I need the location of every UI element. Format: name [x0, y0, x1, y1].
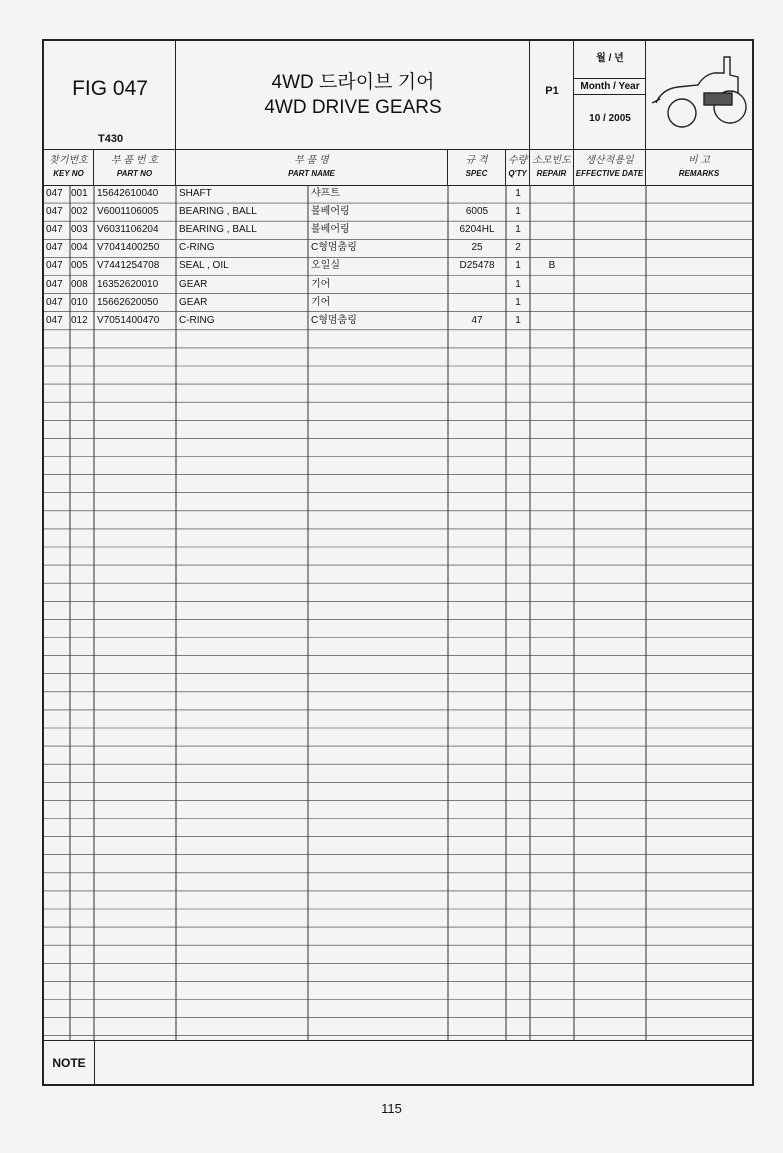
col-effective-date [574, 149, 646, 185]
cell-name-en: SHAFT [179, 188, 212, 199]
cell-fig: 047 [46, 314, 63, 326]
cell-qty: 1 [515, 206, 521, 218]
col-part-name-en: PART NAME [288, 169, 335, 178]
col-eff-ko: 생산적용일 [585, 155, 634, 166]
col-remarks-en: REMARKS [678, 169, 720, 178]
cell-qty: 1 [515, 260, 521, 272]
col-part-no [94, 149, 176, 185]
cell-spec: 6005 [465, 206, 489, 218]
cell-key: 005 [71, 260, 88, 272]
cell-key: 004 [71, 242, 88, 254]
cell-part-no: V7041400250 [97, 242, 160, 254]
cell-fig: 047 [46, 260, 63, 272]
cell-part-no: V6001106005 [97, 206, 159, 218]
col-repair [530, 149, 574, 185]
page-number: 115 [381, 1101, 402, 1116]
cell-name-ko: C형멈춤링 [311, 242, 357, 254]
cell-key: 002 [71, 206, 88, 218]
cell-name-ko: 기어 [311, 296, 331, 308]
col-spec-ko: 규 격 [465, 155, 488, 166]
figure-number: FIG 047 [72, 77, 148, 100]
col-remarks-ko: 비 고 [687, 155, 711, 166]
cell-name-ko: 기어 [311, 278, 331, 290]
col-key-ko: 찾기번호 [49, 155, 88, 166]
cell-qty: 1 [515, 188, 521, 199]
date-cell [574, 41, 646, 149]
cell-name-en: BEARING , BALL [179, 206, 257, 218]
cell-qty: 1 [515, 296, 521, 308]
cell-fig: 047 [46, 278, 63, 290]
cell-key: 001 [71, 188, 88, 199]
title-korean: 4WD 드라이브 기어 [271, 72, 435, 93]
cell-name-en: GEAR [179, 296, 208, 308]
col-key-en: KEY NO [53, 169, 84, 178]
cell-name-ko: 볼베어링 [311, 206, 350, 218]
cell-qty: 1 [515, 224, 521, 236]
title-cell [176, 41, 530, 149]
cell-fig: 047 [46, 188, 63, 199]
cell-spec: D25478 [459, 260, 495, 272]
col-part-no-en: PART NO [116, 169, 153, 178]
cell-qty: 1 [515, 278, 521, 290]
cell-name-ko: C형멈춤링 [311, 314, 357, 326]
tractor-logo [646, 41, 752, 149]
cell-qty: 2 [515, 242, 521, 254]
cell-name-en: BEARING , BALL [179, 224, 257, 236]
col-part-no-ko: 부 품 번 호 [111, 155, 158, 166]
column-header-row [44, 149, 752, 186]
col-qty [506, 149, 530, 185]
note-section [44, 1040, 752, 1085]
cell-spec [448, 185, 506, 203]
cell-spec [448, 294, 506, 312]
cell-fig: 047 [46, 206, 63, 218]
col-eff-en: EFFECTIVE DATE [575, 169, 644, 178]
col-part-name-ko: 부 품 명 [294, 155, 329, 166]
col-part-name [176, 149, 448, 185]
col-spec [448, 149, 506, 185]
col-qty-en: Q'TY [508, 169, 527, 178]
cell-repair [530, 185, 574, 203]
cell-repair [530, 294, 574, 312]
cell-repair [530, 312, 574, 330]
col-key [44, 149, 94, 185]
cell-name-ko: 샤프트 [311, 188, 340, 199]
parts-table [44, 185, 752, 1041]
cell-key: 003 [71, 224, 88, 236]
cell-part-no: V6031106204 [97, 224, 159, 236]
cell-name-en: SEAL , OIL [179, 260, 229, 272]
cell-fig: 047 [46, 224, 63, 236]
cell-fig: 047 [46, 242, 63, 254]
cell-name-en: GEAR [179, 278, 208, 290]
sheet-header [44, 41, 752, 150]
page-label: P1 [545, 85, 559, 97]
cell-name-en: C-RING [179, 242, 215, 254]
cell-repair: B [548, 260, 556, 272]
date-value: 10 / 2005 [589, 113, 631, 124]
cell-part-no: 15662620050 [97, 296, 159, 308]
col-remarks [646, 149, 752, 185]
cell-qty: 1 [515, 314, 521, 326]
cell-fig: 047 [46, 296, 63, 308]
cell-repair [530, 203, 574, 221]
cell-part-no: V7051400470 [97, 314, 160, 326]
cell-spec [448, 276, 506, 294]
cell-key: 010 [71, 296, 88, 308]
note-label: NOTE [44, 1041, 95, 1085]
title-english: 4WD DRIVE GEARS [264, 97, 442, 118]
cell-part-no: V7441254708 [97, 260, 160, 272]
cell-part-no: 15642610040 [97, 188, 159, 199]
cell-repair [530, 239, 574, 257]
tractor-icon [646, 41, 752, 149]
cell-repair [530, 276, 574, 294]
cell-repair [530, 221, 574, 239]
cell-spec: 6204HL [459, 224, 495, 236]
cell-key: 008 [71, 278, 88, 290]
parts-sheet [42, 39, 754, 1086]
figure-cell [44, 41, 176, 149]
col-qty-ko: 수량 [507, 155, 528, 166]
cell-spec: 47 [471, 314, 483, 326]
cell-key: 012 [71, 314, 88, 326]
page-cell [530, 41, 574, 149]
cell-name-ko: 오일실 [311, 260, 340, 272]
date-label-english: Month / Year [574, 78, 646, 95]
cell-name-ko: 볼베어링 [311, 224, 350, 236]
cell-part-no: 16352620010 [97, 278, 159, 290]
col-repair-en: REPAIR [536, 169, 567, 178]
col-spec-en: SPEC [465, 169, 488, 178]
cell-name-en: C-RING [179, 314, 215, 326]
col-repair-ko: 소모빈도 [532, 155, 571, 166]
cell-spec: 25 [471, 242, 483, 254]
date-label-korean: 월 / 년 [596, 53, 624, 64]
model-code: T430 [98, 133, 124, 145]
